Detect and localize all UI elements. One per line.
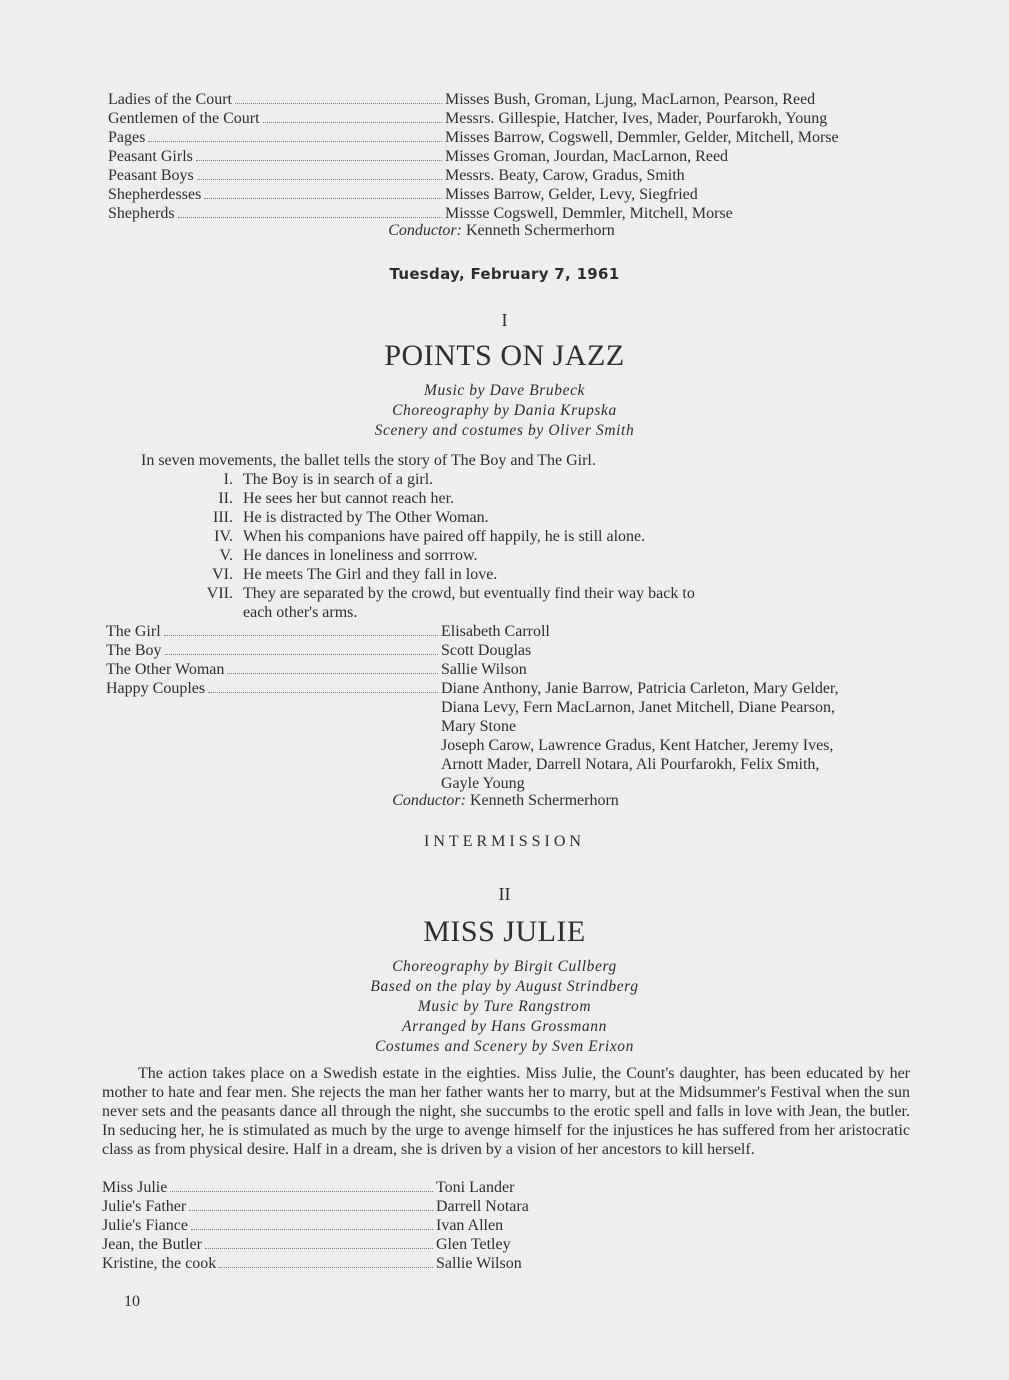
leader-dots: [164, 635, 438, 636]
leader-dots: [165, 654, 438, 655]
top-cast-list: [108, 90, 908, 223]
leader-dots: [219, 1267, 433, 1268]
dancer-names: Arnott Mader, Darrell Notara, Ali Pourfarokh, Felix Smith,: [441, 756, 820, 773]
role-name: Julie's Fiance: [102, 1217, 188, 1234]
dancer-names: Sallie Wilson: [436, 1255, 522, 1272]
role-name: Ladies of the Court: [108, 91, 232, 108]
role-name: Jean, the Butler: [102, 1236, 202, 1253]
role-name: Kristine, the cook: [102, 1255, 217, 1272]
dancer-names: Missse Cogswell, Demmler, Mitchell, Morse: [445, 205, 733, 222]
cast-row: [108, 147, 908, 166]
ballet-2-synopsis: The action takes place on a Swedish estate in the eighties. Miss Julie, the Count's daughter, has been educated by her mother to hate and fear men. She rejects the man her father wants her to marry, but at the Midsummer's Festival when the sun never sets and the peasants dance all through the night, she succumbs to the erotic spell and falls in love with Jean, the butler. In seducing her, he is stimulated as much by the urge to avenge himself for the injustices he has suffered from her aristocratic class as from physical desire. Half in a dream, she is driven by a vision of her ancestors to kill herself.: [102, 1065, 910, 1158]
movement-list: [201, 470, 695, 622]
cast-row: [102, 1178, 902, 1197]
movement-text: They are separated by the crowd, but eventually find their way back to: [243, 585, 695, 602]
credit-line: Music by Dave Brubeck: [423, 382, 586, 399]
conductor-label: Conductor:: [388, 222, 462, 239]
intermission-heading: INTERMISSION: [424, 833, 585, 850]
credit-line: Music by Ture Rangstrom: [417, 998, 592, 1015]
movement-text: He sees her but cannot reach her.: [243, 490, 455, 507]
cast-row: [108, 90, 908, 109]
dancer-names: Joseph Carow, Lawrence Gradus, Kent Hatcher, Jeremy Ives,: [441, 737, 834, 754]
leader-dots: [196, 160, 442, 161]
ballet-1-credits: [0, 381, 1009, 441]
dancer-names: Misses Groman, Jourdan, MacLarnon, Reed: [445, 148, 729, 165]
cast-row: [106, 698, 926, 717]
leader-dots: [263, 122, 442, 123]
dancer-names: Toni Lander: [436, 1179, 515, 1196]
movement-item: [201, 489, 695, 508]
credit-line: Costumes and Scenery by Sven Erixon: [374, 1038, 635, 1055]
dancer-names: Mary Stone: [441, 718, 517, 735]
credit-line: Based on the play by August Strindberg: [370, 978, 639, 995]
role-name: Peasant Boys: [108, 167, 194, 184]
ballet-1-intro: In seven movements, the ballet tells the story of The Boy and The Girl.: [141, 452, 596, 469]
role-name: Gentlemen of the Court: [108, 110, 260, 127]
movement-number: III.: [213, 509, 233, 526]
dancer-names: Misses Barrow, Gelder, Levy, Siegfried: [445, 186, 698, 203]
cast-row: [102, 1197, 902, 1216]
dancer-names: Misses Barrow, Cogswell, Demmler, Gelder, Mitchell, Morse: [445, 129, 839, 146]
cast-row: [106, 755, 926, 774]
ballet-2-credits: [0, 957, 1009, 1057]
ballet-2-numeral: II: [498, 884, 511, 904]
movement-item: [201, 470, 695, 489]
dancer-names: Scott Douglas: [441, 642, 532, 659]
ballet-1-title: POINTS ON JAZZ: [384, 339, 625, 372]
leader-dots: [205, 1248, 433, 1249]
movement-number: I.: [223, 471, 233, 488]
cast-row: [106, 679, 926, 698]
credit-line: Scenery and costumes by Oliver Smith: [374, 422, 635, 439]
movement-text: each other's arms.: [243, 604, 358, 621]
conductor-name: Kenneth Schermerhorn: [465, 222, 615, 239]
movement-number: II.: [218, 490, 233, 507]
role-name: Happy Couples: [106, 680, 206, 697]
leader-dots: [197, 179, 442, 180]
cast-row: [108, 128, 908, 147]
dancer-names: Diane Anthony, Janie Barrow, Patricia Carleton, Mary Gelder,: [441, 680, 839, 697]
ballet-2-cast-list: [102, 1178, 902, 1273]
leader-dots: [178, 217, 442, 218]
movement-number: IV.: [214, 528, 233, 545]
conductor-name: Kenneth Schermerhorn: [469, 792, 619, 809]
leader-dots: [235, 103, 442, 104]
leader-dots: [204, 198, 442, 199]
movement-text: When his companions have paired off happily, he is still alone.: [243, 528, 646, 545]
dancer-names: Ivan Allen: [436, 1217, 504, 1234]
role-name: Pages: [108, 129, 146, 146]
conductor-credit-2: [1, 792, 1009, 810]
movement-item: [201, 584, 695, 603]
cast-row: [102, 1216, 902, 1235]
ballet-1-numeral: I: [501, 310, 508, 330]
movement-number: [201, 603, 243, 622]
role-name: The Girl: [106, 623, 161, 640]
cast-row: [108, 204, 908, 223]
role-name: Miss Julie: [102, 1179, 168, 1196]
dancer-names: Diana Levy, Fern MacLarnon, Janet Mitchell, Diane Pearson,: [441, 699, 835, 716]
dancer-names: Elisabeth Carroll: [441, 623, 550, 640]
performance-date: Tuesday, February 7, 1961: [389, 265, 620, 283]
dancer-names: Gayle Young: [441, 775, 525, 792]
role-name: Shepherdesses: [108, 186, 202, 203]
movement-item: [201, 546, 695, 565]
credit-line: Choreography by Dania Krupska: [392, 402, 617, 419]
cast-row: [106, 641, 926, 660]
ballet-2-title: MISS JULIE: [423, 915, 586, 948]
cast-row: [108, 109, 908, 128]
movement-text: He meets The Girl and they fall in love.: [243, 566, 498, 583]
movement-item: [201, 527, 695, 546]
dancer-names: Messrs. Beaty, Carow, Gradus, Smith: [445, 167, 685, 184]
role-name: The Other Woman: [106, 661, 225, 678]
cast-row: [106, 717, 926, 736]
conductor-credit-1: [0, 222, 1006, 240]
leader-dots: [170, 1191, 433, 1192]
page-number: 10: [124, 1293, 140, 1310]
credit-line: Choreography by Birgit Cullberg: [392, 958, 617, 975]
credit-line: Arranged by Hans Grossmann: [402, 1018, 607, 1035]
ballet-1-cast-list: [106, 622, 926, 793]
movement-text: He dances in loneliness and sorrrow.: [243, 547, 478, 564]
role-name: The Boy: [106, 642, 162, 659]
movement-text: The Boy is in search of a girl.: [243, 471, 434, 488]
dancer-names: Misses Bush, Groman, Ljung, MacLarnon, Pearson, Reed: [445, 91, 816, 108]
leader-dots: [191, 1229, 433, 1230]
conductor-label: Conductor:: [392, 792, 466, 809]
leader-dots: [189, 1210, 433, 1211]
dancer-names: Glen Tetley: [436, 1236, 511, 1253]
movement-item: [201, 508, 695, 527]
dancer-names: Darrell Notara: [436, 1198, 529, 1215]
dancer-names: Messrs. Gillespie, Hatcher, Ives, Mader, Pourfarokh, Young: [445, 110, 828, 127]
role-name: Julie's Father: [102, 1198, 187, 1215]
role-name: Peasant Girls: [108, 148, 193, 165]
movement-item: [201, 565, 695, 584]
movement-text: He is distracted by The Other Woman.: [243, 509, 489, 526]
cast-row: [102, 1254, 902, 1273]
movement-number: VII.: [206, 585, 233, 602]
leader-dots: [148, 141, 442, 142]
cast-row: [102, 1235, 902, 1254]
cast-row: [106, 736, 926, 755]
cast-row: [108, 166, 908, 185]
leader-dots: [208, 692, 438, 693]
cast-row: [106, 774, 926, 793]
movement-item: [201, 603, 695, 622]
role-name: Shepherds: [108, 205, 175, 222]
cast-row: [106, 622, 926, 641]
cast-row: [106, 660, 926, 679]
movement-number: V.: [219, 547, 233, 564]
cast-row: [108, 185, 908, 204]
dancer-names: Sallie Wilson: [441, 661, 527, 678]
movement-number: VI.: [212, 566, 233, 583]
leader-dots: [227, 673, 438, 674]
